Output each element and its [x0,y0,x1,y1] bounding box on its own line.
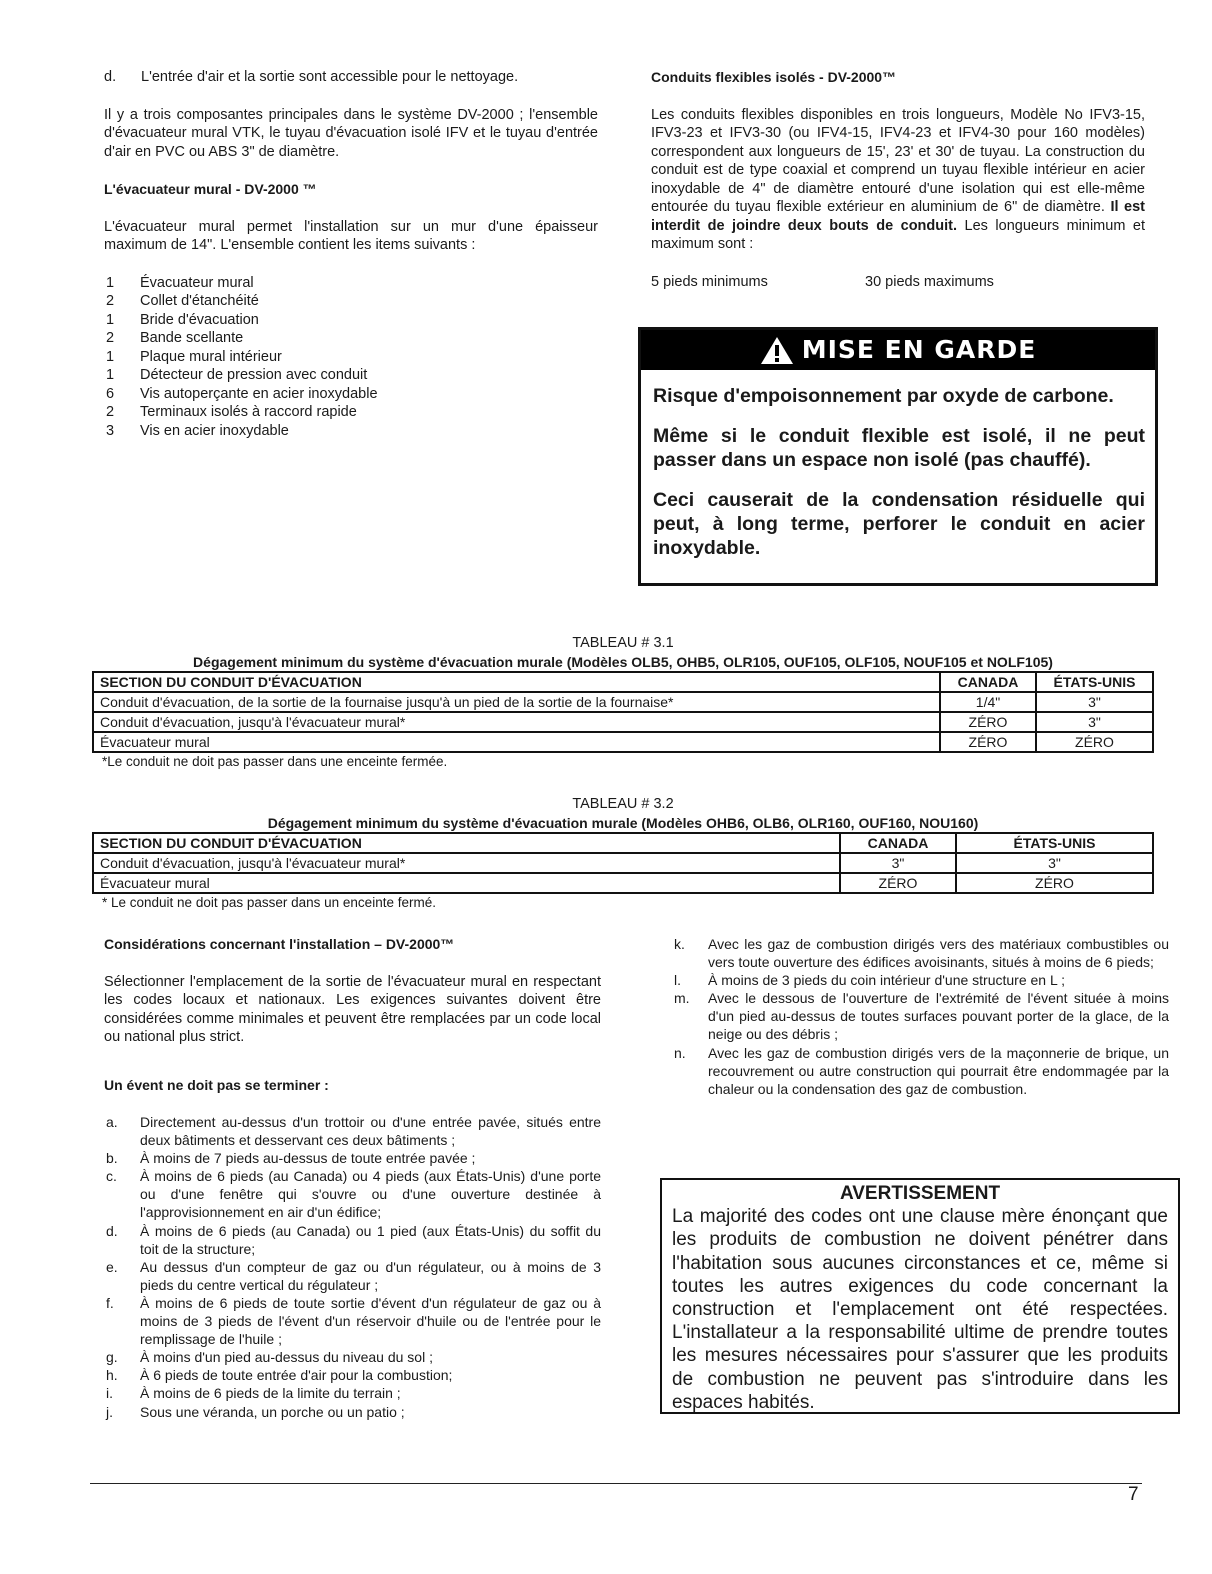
vent-items-left [104,1113,601,1421]
table-row: Conduit d'évacuation, de la sortie de la fournaise jusqu'à un pied de la sortie de la fournaise* 1/4" 3" [93,692,1153,712]
list-item: 3 Vis en acier inoxydable [106,422,289,439]
flex-paragraph: Les conduits flexibles disponibles en trois longueurs, Modèle No IFV3-15, IFV3-23 et IFV3-30 (ou IFV4-15, IFV4-23 et IFV4-30 pour 160 modèles) correspondent aux longueurs de 15', 23' et 30' de tuyau. La construction du conduit est de type coaxial et comprend un tuyau flexible intérieur en acier inoxydable de 4" de diamètre entouré d'une isolation qui est elle-même entourée du tuyau flexible extérieur en aluminium de 6" de diamètre. Il est interdit de joindre deux bouts de conduit. Les longueurs minimum et maximum sont : [651,106,1146,252]
avertissement-text: La majorité des codes ont une clause mère énonçant que les produits de combustion ne doivent pénétrer dans l'habitation sous aucunes circonstances et ce, même si toutes les autres exigences du code concernant la construction et l'emplacement ont été respectées. L'installateur a la responsabilité ultime de prendre toutes les mesures nécessaires pour s'assurer que les produits de combustion ne peuvent pas s'introduire dans les espaces habités. [672,1206,1168,1413]
list-item: a. Directement au-dessus d'un trottoir ou d'une entrée pavée, situés entre deux bâtiments et desservant ces deux bâtiments ; [106,1114,601,1149]
list-item: 1 Détecteur de pression avec conduit [106,367,368,383]
list-item: 1 Évacuateur mural [106,274,254,291]
table-3-2-title: TABLEAU # 3.2 [572,796,674,812]
page-number: 7 [1128,1484,1139,1505]
flex-heading: Conduits flexibles isolés - DV-2000™ [651,69,897,85]
table-3-1 [92,671,1154,753]
warning-p2: Même si le conduit flexible est isolé, il ne peut passer dans un espace non isolé (pas chauffé). [653,425,1145,471]
vent-heading: Un évent ne doit pas se terminer : [104,1076,329,1093]
install-paragraph: Sélectionner l'emplacement de la sortie de l'évacuateur mural en respectant les codes locaux et nationaux. Les exigences suivantes doivent être considérées comme minimales et peuvent être remplacées par un code local ou national plus strict. [104,973,601,1045]
list-item: g. À moins d'un pied au-dessus du niveau du sol ; [106,1349,433,1366]
list-item: 1 Bride d'évacuation [106,311,259,328]
table-row: Évacuateur mural ZÉRO ZÉRO [93,732,1153,752]
left-top-column [104,68,598,440]
warning-triangle-icon [760,335,794,365]
table-3-1-title: TABLEAU # 3.1 [572,635,674,651]
vent-items-right [672,935,1169,1098]
list-item: 2 Collet d'étanchéité [106,293,259,309]
wall-heading: L'évacuateur mural - DV-2000 ™ [104,181,317,197]
item-d [104,68,598,87]
list-item: 6 Vis autoperçante en acier inoxydable [106,385,378,402]
right-top-column [651,68,1145,292]
length-range [651,273,1145,292]
item-d-letter: d. [104,69,117,85]
install-heading: Considérations concernant l'installation – DV-2000™ [104,936,455,952]
avertissement-title: AVERTISSEMENT [839,1183,1001,1204]
warning-p3: Ceci causerait de la condensation résiduelle qui peut, à long terme, perforer le conduit en acier inoxydable. [653,489,1145,559]
table-3-2-note: * Le conduit ne doit pas passer dans un enceinte fermé. [102,895,436,910]
table-row: Évacuateur mural ZÉRO ZÉRO [93,873,1153,893]
table-3-1-subtitle: Dégagement minimum du système d'évacuation murale (Modèles OLB5, OHB5, OLR105, OUF105, OLF105, NOUF105 et NOLF105) [193,653,1053,670]
table-3-1-note: *Le conduit ne doit pas passer dans une enceinte fermée. [102,754,448,769]
warning-title: MISE EN GARDE [801,334,1037,364]
footer-rule [90,1483,1142,1484]
list-item: j. Sous une véranda, un porche ou un patio ; [106,1403,405,1420]
list-item: m. Avec le dessous de l'ouverture de l'extrémité de l'évent située à moins d'un pied au-dessus de toutes surfaces pouvant porter de la glace, de la neige ou des débris ; [674,990,1169,1043]
table-3-2-subtitle: Dégagement minimum du système d'évacuation murale (Modèles OHB6, OLB6, OLR160, OUF160, NOU160) [267,814,979,831]
list-item: 2 Bande scellante [106,330,244,346]
avertissement-box [660,1178,1180,1414]
list-item: l. À moins de 3 pieds du coin intérieur d'une structure en L ; [674,972,1066,989]
max-length: 30 pieds maximums [865,273,994,290]
list-item: h. À 6 pieds de toute entrée d'air pour la combustion; [106,1367,453,1384]
item-d-text: L'entrée d'air et la sortie sont accessible pour le nettoyage. [141,69,519,85]
list-item: f. À moins de 6 pieds de toute sortie d'évent d'un régulateur de gaz ou à moins de 3 pieds de l'évent d'un réservoir d'huile ou de l'entrée pour le remplissage de l'huile ; [106,1294,601,1348]
list-item: 2 Terminaux isolés à raccord rapide [106,404,357,420]
list-item: k. Avec les gaz de combustion dirigés vers des matériaux combustibles ou vers toute ouverture des édifices avoisinants, situés à moins de 6 pieds; [674,936,1169,971]
intro-paragraph: Il y a trois composantes principales dans le système DV-2000 ; l'ensemble d'évacuateur mural VTK, le tuyau d'évacuation isolé IFV et le tuyau d'entrée d'air en PVC ou ABS 3" de diamètre. [104,106,598,160]
install-left-column [104,935,601,1421]
table-3-2-block [92,795,1154,913]
warning-p1: Risque d'empoisonnement par oxyde de carbone. [653,385,1114,407]
wall-paragraph: L'évacuateur mural permet l'installation sur un mur d'une épaisseur maximum de 14". L'ensemble contient les items suivants : [104,218,598,253]
list-item: c. À moins de 6 pieds (au Canada) ou 4 pieds (aux États-Unis) d'une porte ou d'une fenêtre qui s'ouvre ou d'une ouverture destinée à l'approvisionnement en air d'un édifice; [106,1168,601,1221]
list-item: i. À moins de 6 pieds de la limite du terrain ; [106,1385,401,1402]
table-row: Conduit d'évacuation, jusqu'à l'évacuateur mural* ZÉRO 3" [93,712,1153,732]
list-item: n. Avec les gaz de combustion dirigés vers de la maçonnerie de brique, un recouvrement ou autre construction qui pourrait être endommagée par la chaleur ou la condensation des gaz de combustion. [674,1044,1169,1097]
kit-items-list [104,274,598,441]
table-3-1-block [92,634,1154,772]
min-length: 5 pieds minimums [651,273,768,290]
warning-bar [641,330,1155,370]
warning-box [638,327,1158,586]
table-header-row: SECTION DU CONDUIT D'ÉVACUATION CANADA ÉTATS-UNIS [93,833,1153,853]
list-item: e. Au dessus d'un compteur de gaz ou d'un régulateur, ou à moins de 3 pieds du centre vertical du régulateur ; [106,1258,601,1293]
table-header-row: SECTION DU CONDUIT D'ÉVACUATION CANADA ÉTATS-UNIS [93,672,1153,692]
table-row: Conduit d'évacuation, jusqu'à l'évacuateur mural* 3" 3" [93,853,1153,873]
table-3-2 [92,832,1154,894]
list-item: d. À moins de 6 pieds (au Canada) ou 1 pied (aux États-Unis) du soffit du toit de la structure; [106,1222,601,1257]
list-item: 1 Plaque mural intérieur [106,348,282,365]
warning-body [641,370,1155,560]
list-item: b. À moins de 7 pieds au-dessus de toute entrée pavée ; [106,1150,476,1167]
install-right-column [672,935,1169,1098]
